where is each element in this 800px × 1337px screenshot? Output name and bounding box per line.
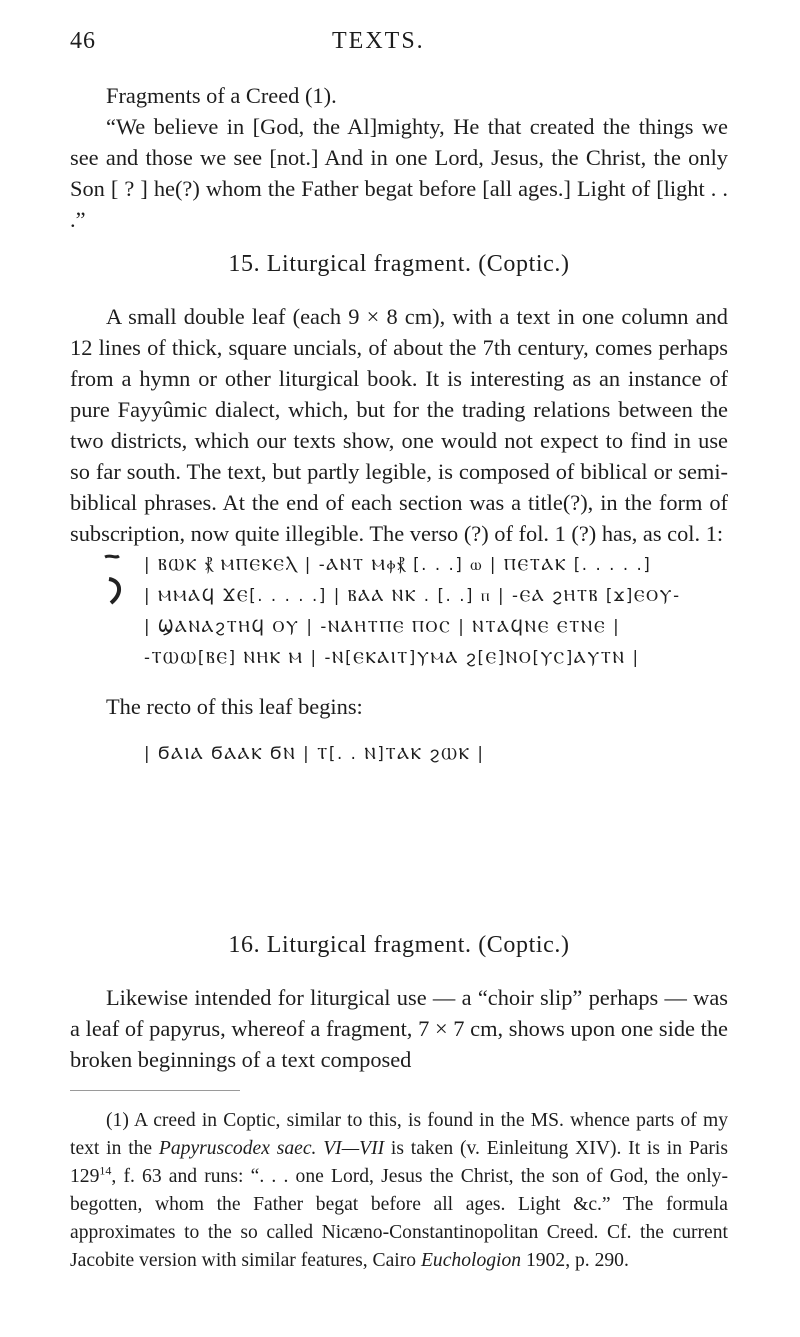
section-14-heading: Fragments of a Creed (1).	[106, 83, 337, 108]
paragraph-bracket-icon	[103, 553, 131, 609]
coptic-recto-line: | ϬⲀⲒⲀ ϬⲀⲀⲔ ϬⲚ | Ⲧ[. . Ⲛ]ⲦⲀⲔ ϩⲰⲔ |	[144, 744, 485, 763]
coptic-line: | ⲂⲰⲔ ⳩ ⲘⲠⲈⲔⲈⲖ | -ⲀⲚⲦ Ⲙⲫ⳩ [. . .] ⲱ | ⲠⲈⲦⲀⲔ [. . . . .]	[144, 555, 652, 574]
section-creed-fragments	[70, 80, 728, 235]
running-head	[70, 28, 728, 68]
coptic-line: | ⲘⲘⲀϤ ϪⲈ[. . . . .] | ⲂⲀⲀ ⲚⲔ . [. .] ⲡ | -ⲈⲀ ϩⲎⲦⲂ [ϫ]ⲈⲞⲨ-	[144, 586, 681, 605]
footnote-1: (1) A creed in Coptic, similar to this, is found in the MS. whence parts of my text in the Papyruscodex saec. VI—VII is taken (v. Einleitung XIV). It is in Paris $129^{14}$, f. 63 and runs: “. . . one Lord, Jesus the Christ, the son of God, the only-begotten, whom the Father begat before all ages. Light &c.” The formula approximates to the so called Nicæno-Constantinopolitan Creed. Cf. the current Jacobite version with similar features, Cairo Euchologion 1902, p. 290.	[70, 1110, 729, 1271]
creed-quote: “We believe in [God, the Al]mighty, He that created the things we see and those we see [not.] And in one Lord, Jesus, the Christ, the only Son [ ? ] he(?) whom the Father begat before [all ages.] Light of [light . . .”	[70, 114, 728, 232]
section-15	[70, 249, 728, 769]
section-16	[70, 930, 728, 1075]
coptic-verso-block	[70, 549, 728, 673]
section-15-body: A small double leaf (each 9 × 8 cm), with a text in one column and 12 lines of thick, square uncials, of about the 7th century, comes perhaps from a hymn or other liturgical book. It is interesting as an instance of pure Fayyûmic dialect, which, but for the trading relations between the two districts, which our texts show, one would not expect to find in use so far south. The text, but partly legible, is composed of biblical or semi-biblical phrases. At the end of each section was a title(?), in the form of subscription, now quite illegible. The verso (?) of fol. 1 (?) has, as col. 1:	[70, 304, 728, 546]
footnote-rule	[70, 1090, 240, 1091]
footnotes	[70, 1090, 728, 1275]
section-16-heading: 16. Liturgical fragment. (Coptic.)	[228, 932, 570, 958]
recto-intro: The recto of this leaf begins:	[106, 694, 363, 719]
coptic-line: | ϢⲀⲚⲀϩⲦⲎϤ ⲞⲨ | -ⲚⲀⲎⲦⲠⲈ ⲠⲞⲤ | ⲚⲦⲀϤⲚⲈ ⲈⲦⲚⲈ |	[144, 617, 621, 636]
running-title: TEXTS.	[332, 28, 425, 54]
section-16-body: Likewise intended for liturgical use — a “choir slip” perhaps — was a leaf of papyrus, whereof a fragment, 7 × 7 cm, shows upon one side the broken beginnings of a text composed	[70, 985, 728, 1072]
coptic-line: -ⲦⲰⲰ[ⲂⲈ] ⲚⲎⲔ Ⲙ | -Ⲛ[ⲈⲔⲀⲒⲦ]ⲨⲘⲀ ϩ[Ⲉ]ⲚⲞ[ⲨⲤ]ⲀⲨⲦⲚ |	[144, 648, 640, 667]
page-number: 46	[70, 28, 96, 54]
section-15-heading: 15. Liturgical fragment. (Coptic.)	[228, 251, 570, 277]
